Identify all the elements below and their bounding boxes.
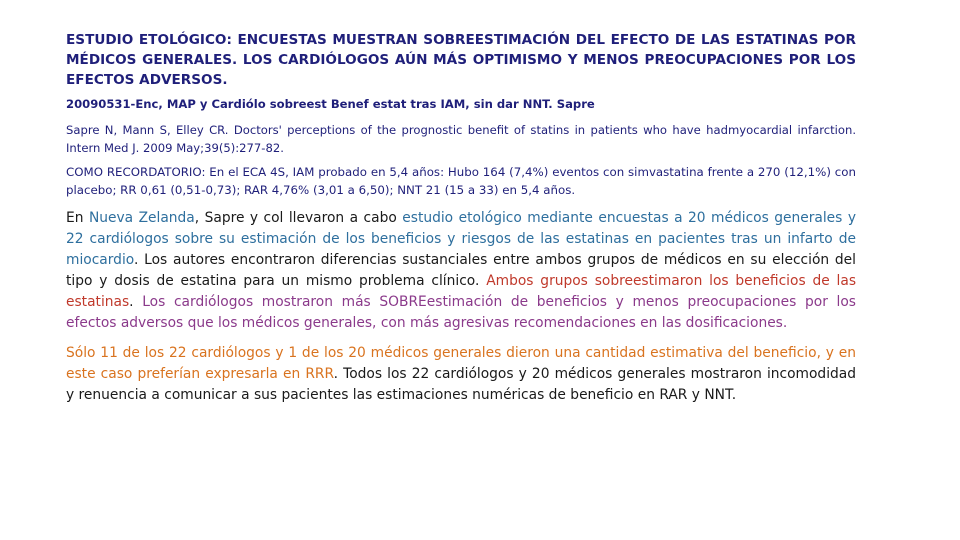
p1-text-2: , Sapre y col llevaron a cabo [194,210,403,226]
p2-reluctance: Todos los 22 cardiólogos y 20 médicos generales mostraron incomodidad y renuencia a comunicar a sus pacientes las estimaciones numéricas de beneficio en RAR y NNT [66,366,856,403]
reference-short: 20090531-Enc, MAP y Cardiólo sobreest Benef estat tras IAM, sin dar NNT. Sapre [66,97,595,111]
reminder-text: : En el ECA 4S, IAM probado en 5,4 años: Hubo 164 (7,4%) eventos con simvastatina frente a 270 (12,1%) con placebo; RR 0,61 (0,51-0,73); RAR 4,76% (3,01 a 6,50); NNT 21 (15 a 33) en 5,4 años. [66,165,856,197]
paragraph-study-description [66,208,856,334]
p1-cardiologists-finding: Los cardiólogos mostraron más SOBREestimación de beneficios y menos preocupaciones por los efectos adversos que los médicos generales, con más agresivas recomendaciones en las dosificaciones. [66,294,856,331]
p2-text-1: . [333,366,344,382]
p1-overestimation: Ambos grupos sobreestimaron los beneficios de las estatinas [66,273,857,310]
slide-content [66,30,856,415]
p2-estimates: Sólo 11 de los 22 cardiólogos y 1 de los 20 médicos generales dieron una cantidad estimativa del beneficio, y en este caso preferían expresarla en RRR [66,345,856,382]
p1-text-1: En [66,210,89,226]
p1-text-3: . Los autores encontraron diferencias sustanciales entre ambos grupos de médicos en su elección del tipo y dosis de estatina para un mismo problema clínico. [66,252,856,289]
reference-citation: Sapre N, Mann S, Elley CR. Doctors' perceptions of the prognostic benefit of statins in patients who have hadmyocardial infarction. Intern Med J. 2009 May;39(5):277-82. [66,123,856,155]
p1-text-4: . [129,294,143,310]
reminder-note [66,163,856,199]
paragraph-communication [66,343,856,406]
p2-text-2: . [731,387,737,403]
slide-title: ESTUDIO ETOLÓGICO: ENCUESTAS MUESTRAN SOBREESTIMACIÓN DEL EFECTO DE LAS ESTATINAS POR MÉDICOS GENERALES. LOS CARDIÓLOGOS AÚN MÁS OPTIMISMO Y MENOS PREOCUPACIONES POR LOS EFECTOS ADVERSOS. [66,32,856,88]
reminder-label: COMO RECORDATORIO [66,165,202,179]
p1-country: Nueva Zelanda [88,210,195,226]
p1-study-design: estudio etológico mediante encuestas a 20 médicos generales y 22 cardiólogos sobre su estimación de los beneficios y riesgos de las estatinas en pacientes tras un infarto de miocardio [66,210,856,268]
